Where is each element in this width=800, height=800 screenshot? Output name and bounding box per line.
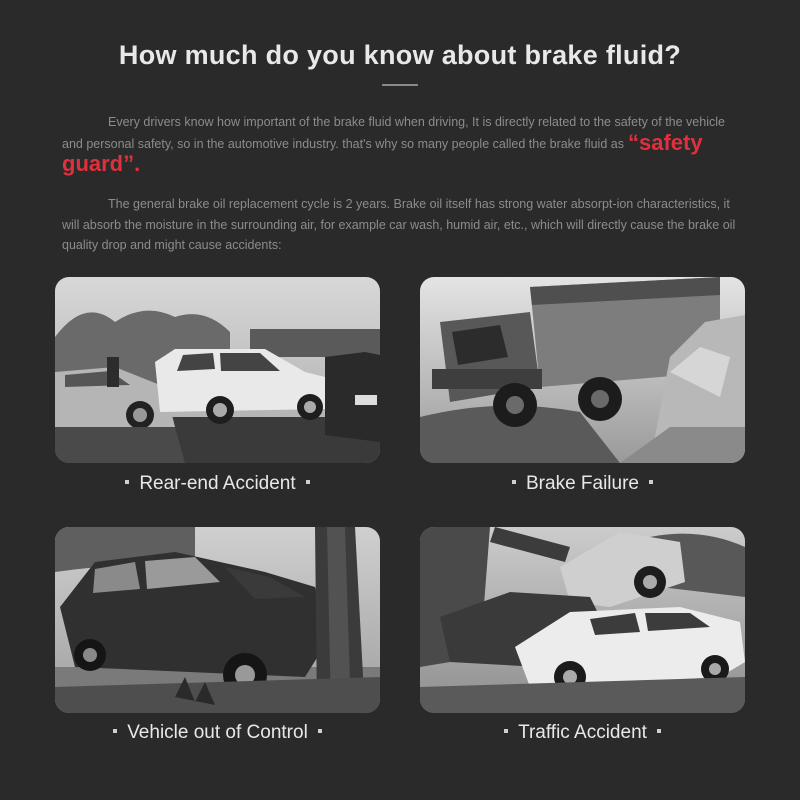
title-divider <box>382 84 418 86</box>
rear-end-accident-caption <box>55 473 380 495</box>
safety-guard-highlight: “safety guard”. <box>62 129 703 176</box>
vehicle-out-of-control-photo <box>55 527 380 713</box>
caption-text: Traffic Accident <box>518 722 647 743</box>
bullet-left <box>125 480 129 484</box>
traffic-accident-photo <box>420 527 745 713</box>
intro-paragraph-2-text: The general brake oil replacement cycle is 2 years. Brake oil itself has strong water absorpt-ion characteristics, it will absorb the moisture in the surrounding air, for example car wash, humid air, etc., which will directly cause the brake oil quality drop and might cause accidents: <box>62 197 736 252</box>
bullet-left <box>512 480 516 484</box>
traffic-accident-caption <box>420 722 745 744</box>
vehicle-out-of-control-caption <box>55 722 380 744</box>
intro-paragraph-1 <box>62 112 740 176</box>
bullet-right <box>318 729 322 733</box>
intro-paragraph-1-text: Every drivers know how important of the brake fluid when driving, It is directly related to the safety of the vehicle and personal safety, so in the automotive industry. that's why so many people called the brake fluid as <box>62 115 725 151</box>
brake-failure-caption <box>420 473 745 495</box>
intro-paragraph-2 <box>62 194 740 256</box>
caption-text: Vehicle out of Control <box>127 722 308 743</box>
bullet-right <box>657 729 661 733</box>
rear-end-accident-photo <box>55 277 380 463</box>
bullet-right <box>649 480 653 484</box>
bullet-left <box>113 729 117 733</box>
brake-failure-photo <box>420 277 745 463</box>
bullet-left <box>504 729 508 733</box>
bullet-right <box>306 480 310 484</box>
page-title: How much do you know about brake fluid? <box>118 40 682 70</box>
caption-text: Rear-end Accident <box>139 473 296 494</box>
caption-text: Brake Failure <box>526 473 639 494</box>
